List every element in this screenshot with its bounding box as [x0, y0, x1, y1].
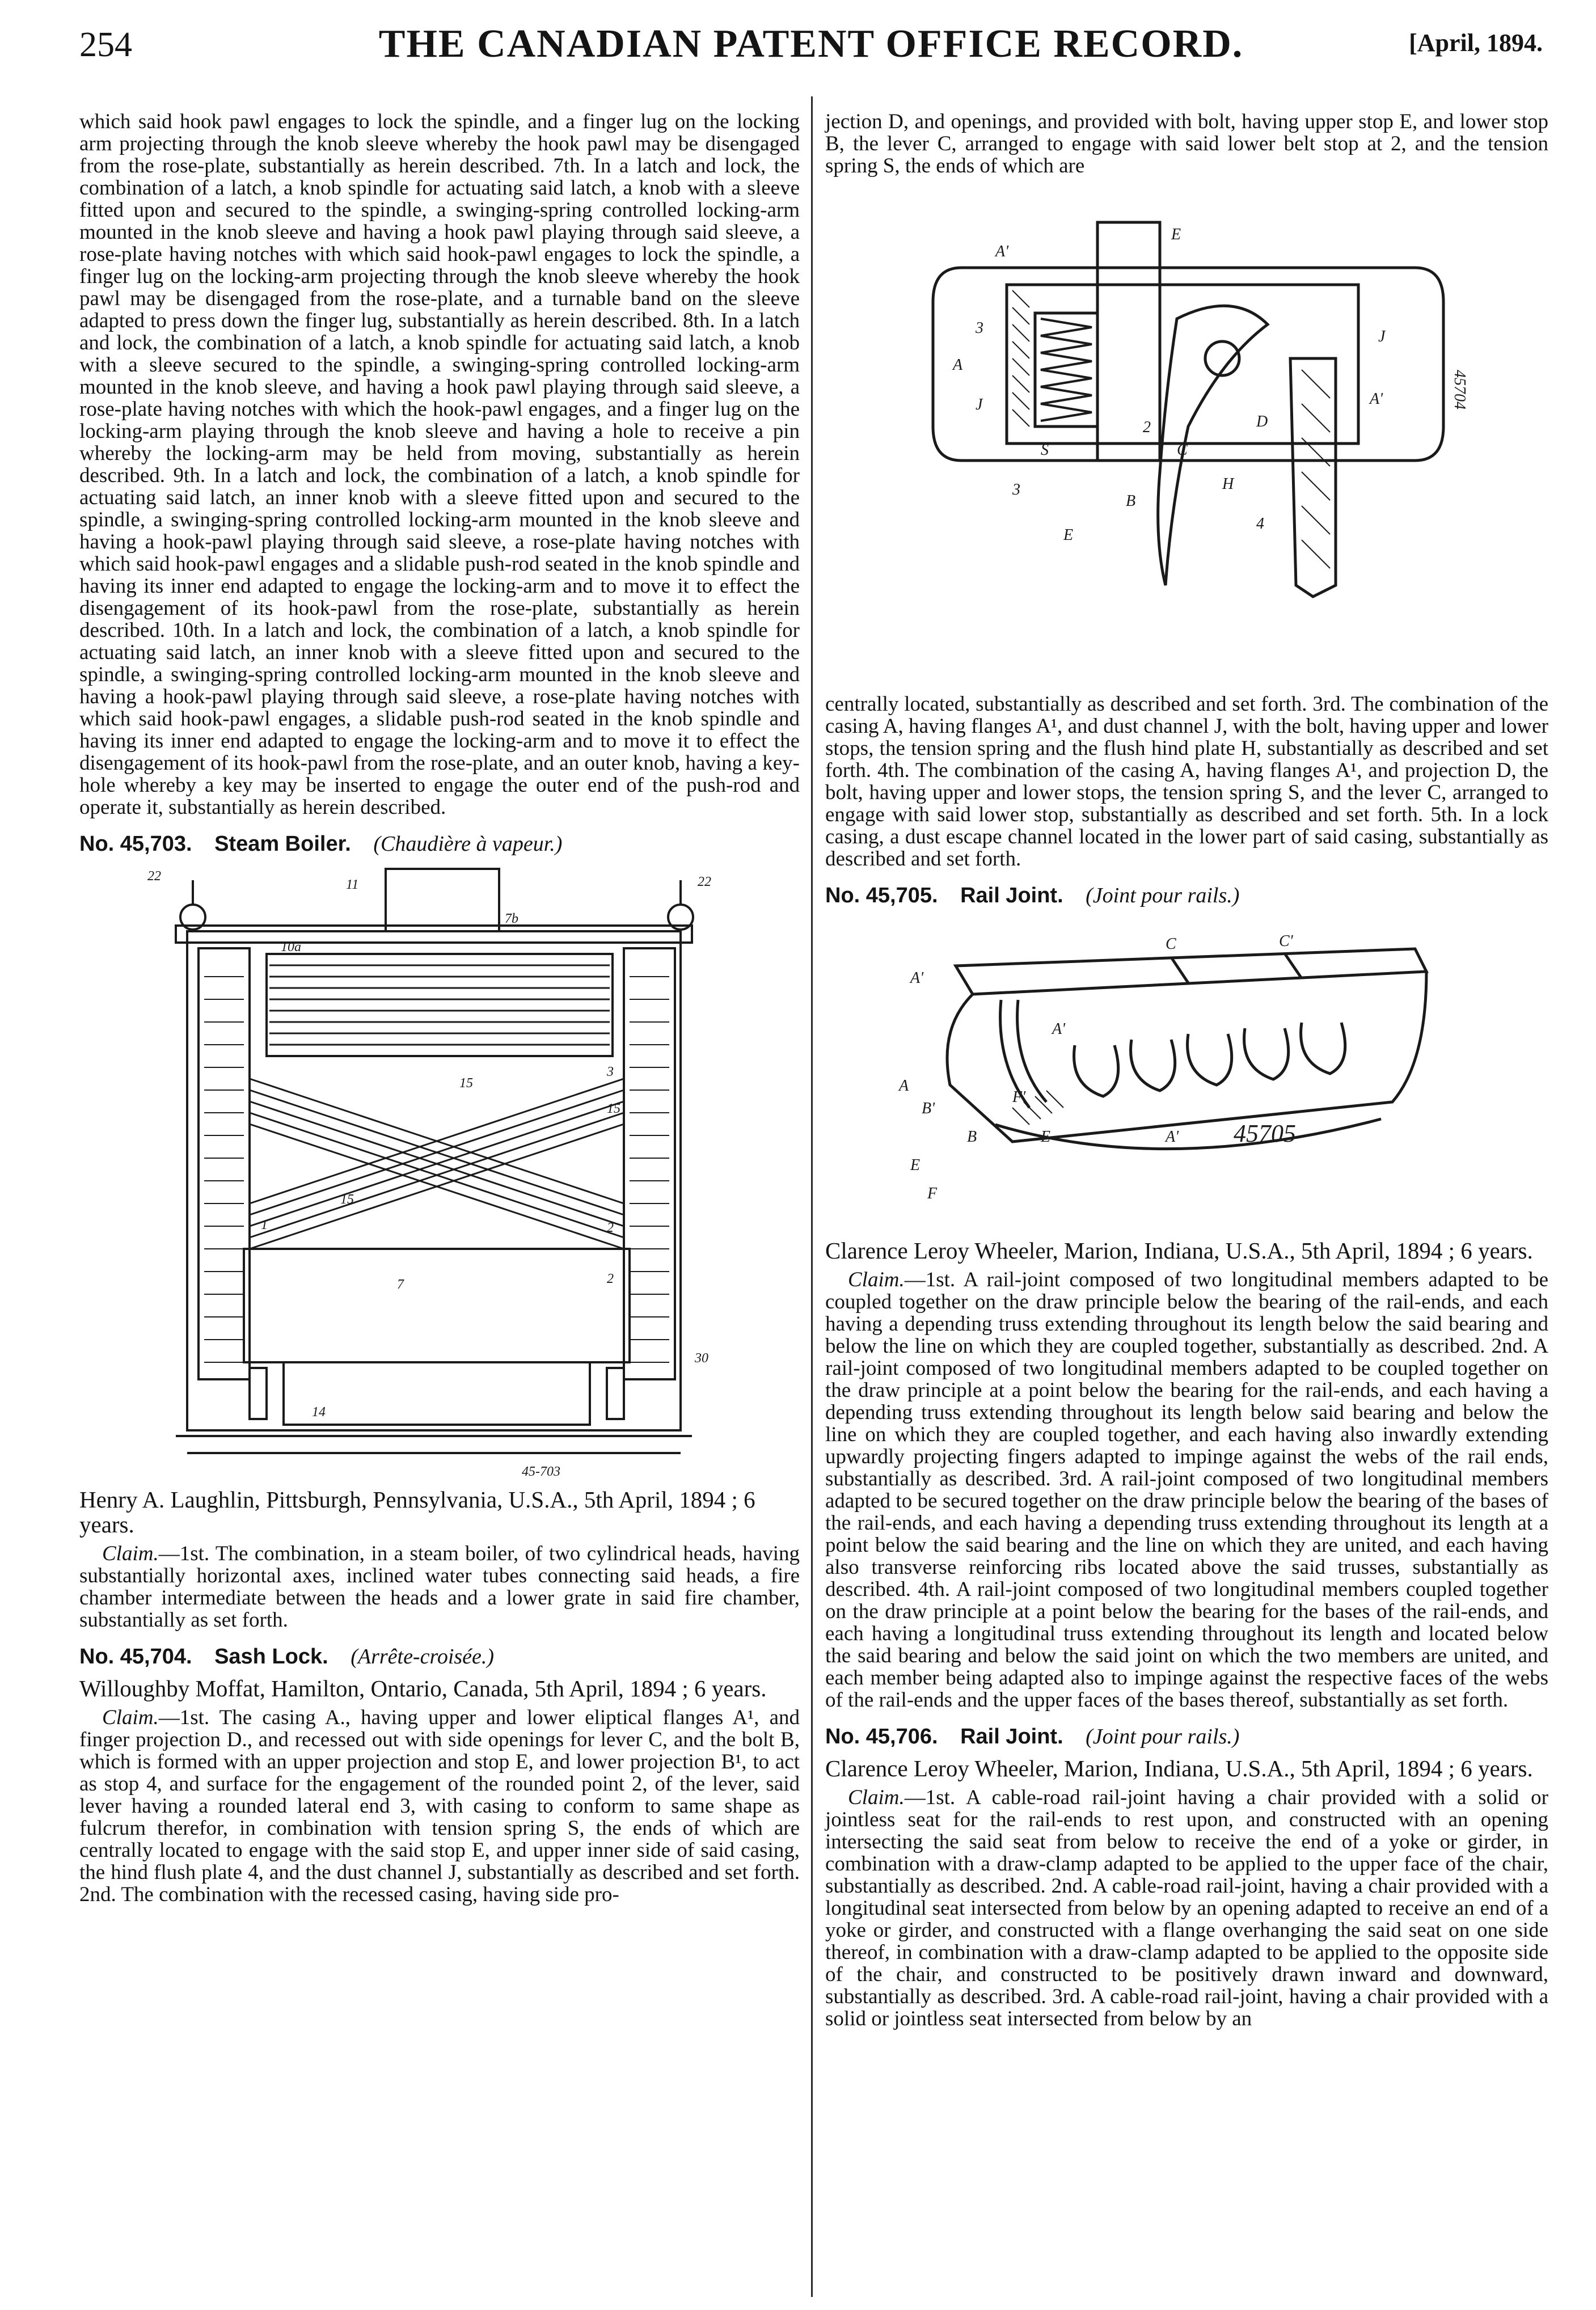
- figure-label: 10a: [281, 940, 301, 955]
- patent-claims: [825, 1787, 1548, 2030]
- sash-lock-drawing: [825, 188, 1548, 682]
- figure-label: 30: [695, 1351, 708, 1366]
- patent-claims: [79, 1707, 800, 1906]
- figure-label: 2: [607, 1221, 614, 1235]
- figure-label: 4: [1256, 515, 1264, 533]
- figure-label: 15: [459, 1076, 473, 1091]
- figure-label: A: [899, 1077, 909, 1095]
- figure-label: A: [953, 356, 963, 374]
- patent-title: Rail Joint.: [960, 884, 1063, 907]
- figure-label: C: [1166, 935, 1176, 953]
- column-divider: [811, 96, 813, 2297]
- claim-text: —1st. The combination, in a steam boiler, of two cylindrical heads, having substantially horizontal axes, inclined water tubes connecting said heads, a fire chamber intermediate between the heads and a lower grate in said fire chamber, substantially as set forth.: [79, 1542, 800, 1632]
- patent-french-title: (Joint pour rails.): [1086, 1725, 1240, 1749]
- running-head: [79, 20, 1543, 71]
- claim-label: Claim.: [102, 1542, 159, 1565]
- sash-lock-figure: [825, 188, 1548, 682]
- figure-label: D: [1256, 413, 1268, 430]
- figure-label: 15: [607, 1101, 620, 1116]
- figure-label: F': [1012, 1088, 1026, 1106]
- figure-label: 7b: [505, 911, 518, 926]
- figure-label: 22: [147, 869, 161, 884]
- figure-number: 45704: [1451, 370, 1468, 409]
- figure-label: 11: [346, 877, 359, 892]
- figure-label: E: [910, 1156, 921, 1174]
- patent-number: No. 45,705.: [825, 884, 938, 907]
- claim-text: —1st. A cable-road rail-joint having a chair provided with a solid or jointless seat for the rail-ends to rest upon, and constructed with an opening intersecting the said seat from below to receive the end of a yoke or girder, in combination with a draw-clamp adapted to be applied to the upper face of the chair, substantially as described. 2nd. A cable-road rail-joint, having a chair provided with a longitudinal seat intersected from below by an opening adapted to receive an end of a yoke or girder, and constructed with a flange overhanging the said seat on one side thereof, in combination with a draw-clamp adapted to be applied to the opposite side of the chair, and constructed to be positively drawn inward and downward, substantially as described. 3rd. A cable-road rail-joint, having a chair provided with a solid or jointless seat intersected from below by an: [825, 1786, 1548, 2030]
- patent-number: No. 45,703.: [79, 832, 192, 856]
- journal-title: THE CANADIAN PATENT OFFICE RECORD.: [378, 22, 1244, 66]
- claim-label: Claim.: [848, 1786, 905, 1809]
- patent-45705-heading: [825, 885, 1548, 907]
- figure-label: S: [1041, 441, 1049, 459]
- figure-label: A': [910, 969, 924, 987]
- figure-label: F: [927, 1185, 938, 1202]
- claim-label: Claim.: [102, 1706, 159, 1729]
- figure-label: 22: [698, 875, 711, 889]
- figure-label: 14: [312, 1405, 326, 1420]
- figure-label: C: [1177, 441, 1188, 459]
- claim-label: Claim.: [848, 1268, 905, 1291]
- rail-joint-figure: [825, 915, 1548, 1232]
- figure-label: 2: [607, 1272, 614, 1286]
- patent-inventor: Clarence Leroy Wheeler, Marion, Indiana, U.S.A., 5th April, 1894 ; 6 years.: [825, 1238, 1533, 1264]
- continued-claims-text: which said hook pawl engages to lock the spindle, and a finger lug on the locking arm projecting through the knob sleeve whereby the hook pawl may be disengaged from the rose-plate, substantially as herein described. 7th. In a latch and lock, the combination of a latch, a knob spindle for actuating said latch, a knob with a sleeve fitted upon and secured to the spindle, a swinging-spring controlled locking-arm mounted in the knob sleeve and having a hook pawl playing through said sleeve, a rose-plate having notches with which said hook-pawl engages to lock the spindle, a finger lug on the locking-arm projecting through the knob sleeve whereby the hook pawl may be disengaged from the rose-plate, and a turnable band on the sleeve adapted to press down the finger lug, substantially as herein described. 8th. In a latch and lock, the combination of a latch, a knob spindle for actuating said latch, a knob with a sleeve secured to the spindle, a swinging-spring controlled locking-arm mounted in the knob sleeve, and having a hook pawl playing through said sleeve, a rose-plate having notches with which the hook-pawl engages, and a finger lug on the locking-arm playing through the knob sleeve and having a hole to receive a pin whereby the locking-arm may be held from moving, substantially as herein described. 9th. In a latch and lock, the combination of a latch, a knob spindle for actuating said latch, an inner knob with a sleeve fitted upon and secured to the spindle, a swinging-spring controlled locking-arm mounted in the knob sleeve and having a hook-pawl playing through said sleeve, a rose-plate having notches with which said hook-pawl engages and a slidable push-rod seated in the knob spindle and having its inner end adapted to engage the locking-arm and to move it to effect the disengagement of its hook-pawl from the rose-plate, substantially as herein described. 10th. In a latch and lock, the combination of a latch, a knob spindle for actuating said latch, an inner knob with a sleeve fitted upon and secured to the spindle, a swinging-spring controlled locking-arm mounted in the knob sleeve and having a hook-pawl playing through said sleeve, a rose-plate having notches with which said hook-pawl engages, a slidable push-rod seated in the knob spindle and having its inner end adapted to engage the locking-arm and to move it to effect the disengagement of its hook-pawl from the rose-plate, and an outer knob, having a key-hole whereby a key may be inserted to engage the outer end of the push-rod and operate it, substantially as herein described.: [79, 110, 800, 819]
- left-column: [79, 111, 800, 1906]
- page-number: 254: [79, 26, 132, 64]
- continued-claims-text: centrally located, substantially as described and set forth. 3rd. The combination of the casing A, having flanges A¹, and dust channel J, with the bolt, having upper and lower stops, the tension spring and the flush hind plate H, substantially as described and set forth. 4th. The combination of the casing A, having flanges A¹, and projection D, the bolt, having upper and lower stops, the tension spring S, and the lever C, arranged to engage with said lower stop, substantially as described and set forth. 5th. In a lock casing, a dust escape channel located in the lower part of said casing, substantially as described and set forth.: [825, 692, 1548, 871]
- figure-label: 2: [1143, 419, 1151, 436]
- figure-label: E: [1063, 526, 1074, 544]
- figure-label: A': [1370, 390, 1383, 408]
- patent-number: No. 45,706.: [825, 1725, 938, 1749]
- figure-label: E: [1041, 1128, 1051, 1146]
- steam-boiler-drawing: [79, 863, 800, 1481]
- patent-inventor: Clarence Leroy Wheeler, Marion, Indiana, U.S.A., 5th April, 1894 ; 6 years.: [825, 1755, 1533, 1781]
- patent-45703-heading: [79, 833, 800, 855]
- figure-label: A': [995, 243, 1009, 260]
- rail-joint-drawing: [825, 915, 1548, 1232]
- patent-45704-heading: [79, 1646, 800, 1668]
- patent-inventor: Willoughby Moffat, Hamilton, Ontario, Canada, 5th April, 1894 ; 6 years.: [79, 1675, 767, 1701]
- figure-label: C': [1279, 932, 1293, 950]
- figure-label: E: [1171, 226, 1181, 243]
- patent-title: Rail Joint.: [960, 1725, 1063, 1749]
- figure-label: 7: [397, 1277, 404, 1292]
- patent-claims: [825, 1269, 1548, 1711]
- figure-label: H: [1222, 475, 1234, 493]
- figure-label: 3: [607, 1065, 614, 1079]
- patent-number: No. 45,704.: [79, 1645, 192, 1669]
- patent-french-title: (Arrête-croisée.): [351, 1645, 495, 1669]
- figure-label: J: [1378, 328, 1386, 345]
- claim-text: —1st. A rail-joint composed of two longitudinal members adapted to be coupled together on the draw principle below the bearing of the rail-ends, and each having a depending truss extending throughout its length below the said bearing and below the line on which they are coupled together, substantially as described. 2nd. A rail-joint composed of two longitudinal members adapted to be coupled together on the draw principle at a point below the bearing for the rail-ends, and each having a depending truss extending throughout its length below said bearing and below the line on which they are coupled together, and each having also inwardly extending upwardly projecting fingers adapted to impinge against the webs of the rail ends, substantially as described. 3rd. A rail-joint composed of two longitudinal members adapted to be secured together on the draw principle below the bearing of the bases of the rail-ends, and each having a depending truss extending throughout its length at a point below the said bearing and the line on which they are united, and each having also transverse reinforcing ribs located above the said trusses, substantially as described. 4th. A rail-joint composed of two longitudinal members coupled together on the draw principle at a point below the bearing for the bases of the rail-ends, and each having a longitudinal truss extending throughout its length and located below the said bearing and below the said joint on which the two members are united, and each member being adapted also to impinge against the respective faces of the webs of the rail-ends and the upper faces of the bases thereof, substantially as set forth.: [825, 1268, 1548, 1712]
- right-column: [825, 111, 1548, 2030]
- figure-label: 1: [261, 1218, 268, 1232]
- patent-title: Steam Boiler.: [214, 832, 351, 856]
- patent-45706-heading: [825, 1726, 1548, 1748]
- continued-claims-text: jection D, and openings, and provided with bolt, having upper stop E, and lower stop B, the lever C, arranged to engage with said lower belt stop at 2, and the tension spring S, the ends of which are: [825, 110, 1548, 178]
- figure-label: J: [976, 396, 983, 413]
- figure-label: B: [967, 1128, 977, 1146]
- figure-number: 45-703: [522, 1464, 560, 1479]
- patent-title: Sash Lock.: [214, 1645, 328, 1669]
- patent-claims: [79, 1543, 800, 1631]
- figure-label: 3: [976, 319, 983, 337]
- figure-label: A': [1052, 1020, 1066, 1038]
- claim-text: —1st. The casing A., having upper and lower eliptical flanges A¹, and finger projection D., and recessed out with side openings for lever C, and the bolt B, which is formed with an upper projection and stop E, and lower projection B¹, to act as stop 4, and surface for the engagement of the rounded point 2, of the lever, said lever having a rounded lateral end 3, with casing to conform to same shape as fulcrum therefor, in combination with tension spring S, the ends of which are centrally located to engage with the said stop E, and upper inner side of said casing, the hind flush plate 4, and the dust channel J, substantially as described and set forth. 2nd. The combination with the recessed casing, having side pro-: [79, 1706, 800, 1906]
- figure-label: B: [1126, 492, 1136, 510]
- patent-inventor: Henry A. Laughlin, Pittsburgh, Pennsylvania, U.S.A., 5th April, 1894 ; 6 years.: [79, 1486, 755, 1538]
- steam-boiler-figure: [79, 863, 800, 1481]
- patent-french-title: (Joint pour rails.): [1086, 884, 1240, 907]
- figure-label: 15: [340, 1192, 354, 1207]
- figure-label: 3: [1012, 481, 1020, 499]
- figure-label: B': [922, 1100, 935, 1117]
- issue-date: [April, 1894.: [1409, 29, 1543, 57]
- figure-label: A': [1166, 1128, 1179, 1146]
- patent-french-title: (Chaudière à vapeur.): [373, 832, 563, 856]
- figure-number: 45705: [1234, 1120, 1296, 1147]
